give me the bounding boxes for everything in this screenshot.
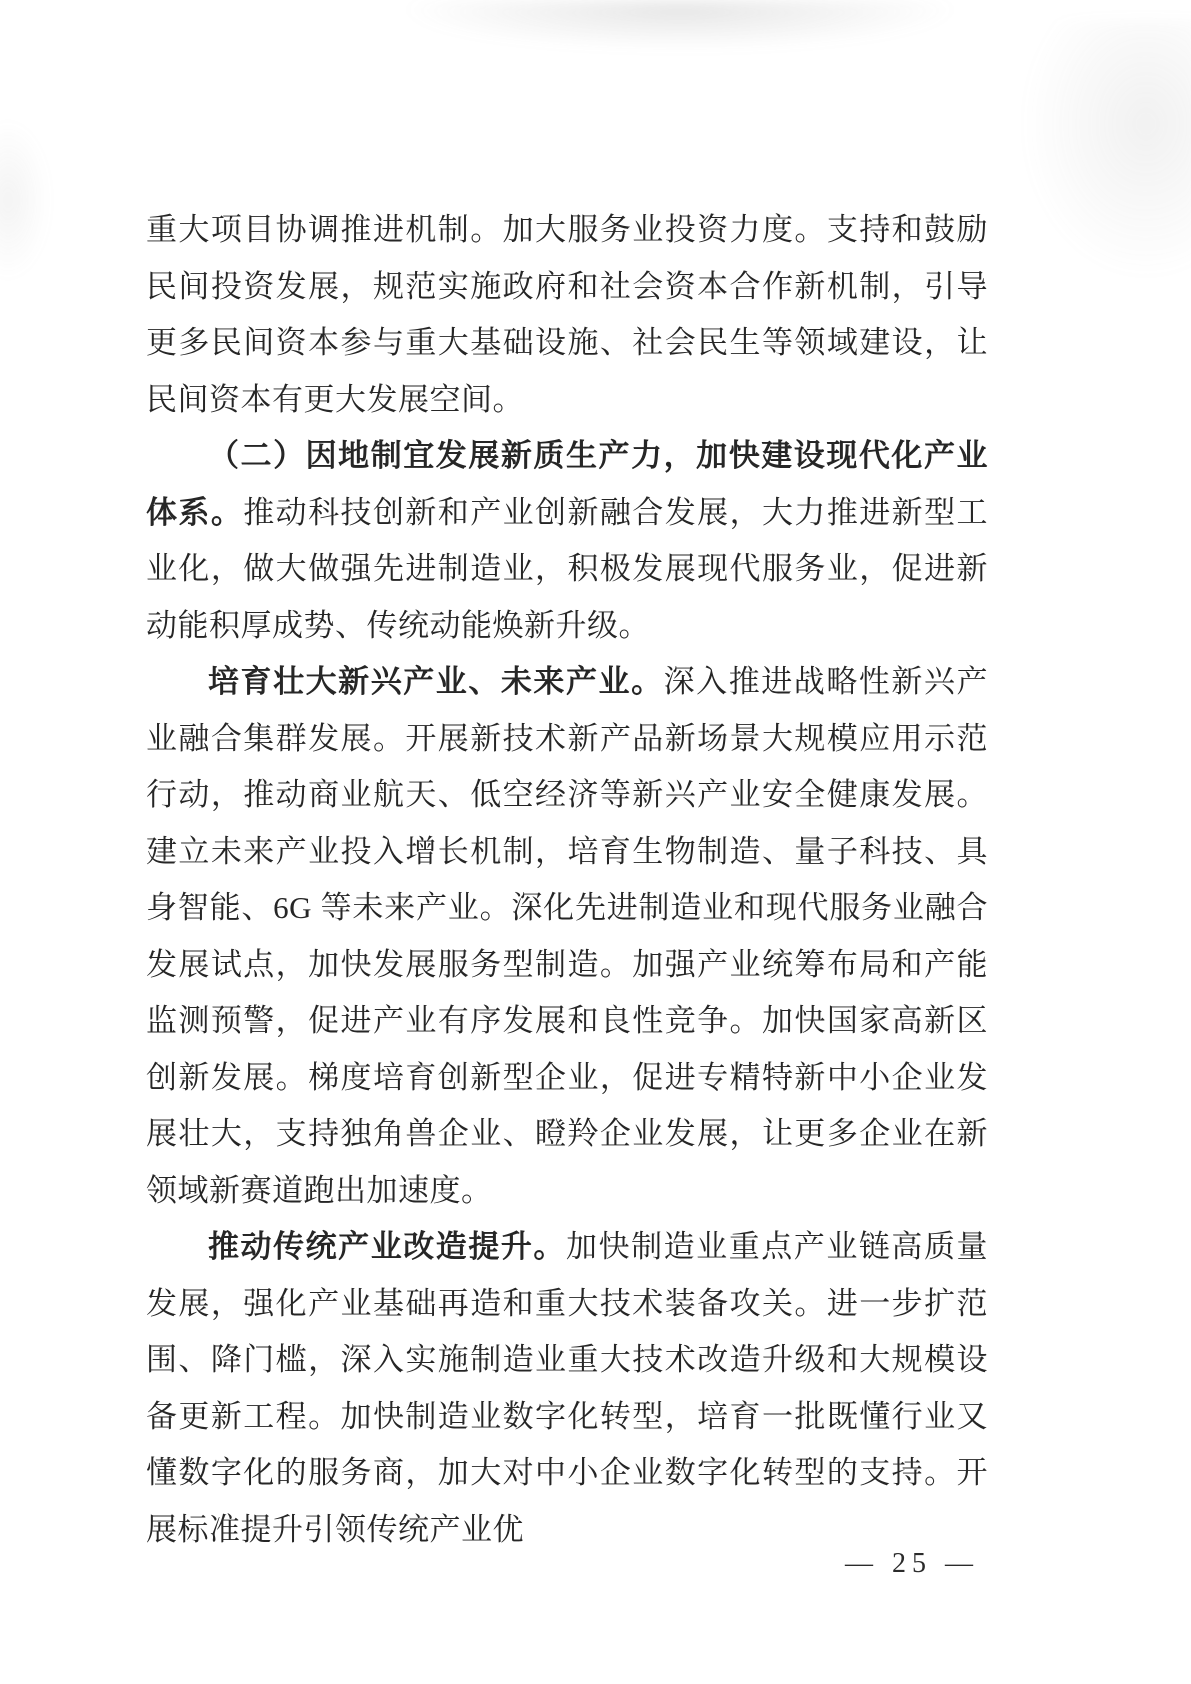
para-traditional-industries xyxy=(146,1219,988,1558)
scan-artifact-left xyxy=(0,120,50,280)
document-body xyxy=(146,202,988,1558)
text-segment: 重大项目协调推进机制。加大服务业投资力度。支持和鼓励民间投资发展，规范实施政府和社会资本合作新机制，引导更多民间资本参与重大基础设施、社会民生等领域建设，让民间资本有更大发展空间。 xyxy=(146,212,988,417)
page-number: — 25 — xyxy=(845,1548,979,1579)
text-segment: 深入推进战略性新兴产业融合集群发展。开展新技术新产品新场景大规模应用示范行动，推动商业航天、低空经济等新兴产业安全健康发展。建立未来产业投入增长机制，培育生物制造、量子科技、具身智能、6G 等未来产业。深化先进制造业和现代服务业融合发展试点，加快发展服务型制造。加强产业统筹布局和产能监测预警，促进产业有序发展和良性竞争。加快国家高新区创新发展。梯度培育创新型企业，促进专精特新中小企业发展壮大，支持独角兽企业、瞪羚企业发展，让更多企业在新领域新赛道跑出加速度。 xyxy=(146,664,988,1208)
text-segment: 加快制造业重点产业链高质量发展，强化产业基础再造和重大技术装备攻关。进一步扩范围、降门槛，深入实施制造业重大技术改造升级和大规模设备更新工程。加快制造业数字化转型，培育一批既懂行业又懂数字化的服务商，加大对中小企业数字化转型的支持。开展标准提升引领传统产业优 xyxy=(146,1229,989,1547)
para-emerging-industries xyxy=(146,654,988,1219)
text-segment-heading: 培育壮大新兴产业、未来产业。 xyxy=(208,664,664,699)
text-segment-heading: 推动传统产业改造提升。 xyxy=(208,1229,566,1264)
para-section-two xyxy=(146,428,988,654)
text-segment: 推动科技创新和产业创新融合发展，大力推进新型工业化，做大做强先进制造业，积极发展现代服务业，促进新动能积厚成势、传统动能焕新升级。 xyxy=(146,494,989,643)
text-segment-heading: （二）因地制宜发展新质生产力，加快建设现代化产业体系。 xyxy=(146,438,988,530)
scan-artifact-top-right xyxy=(1020,20,1191,280)
scan-artifact-top xyxy=(400,0,960,50)
para-continuation xyxy=(146,202,988,428)
